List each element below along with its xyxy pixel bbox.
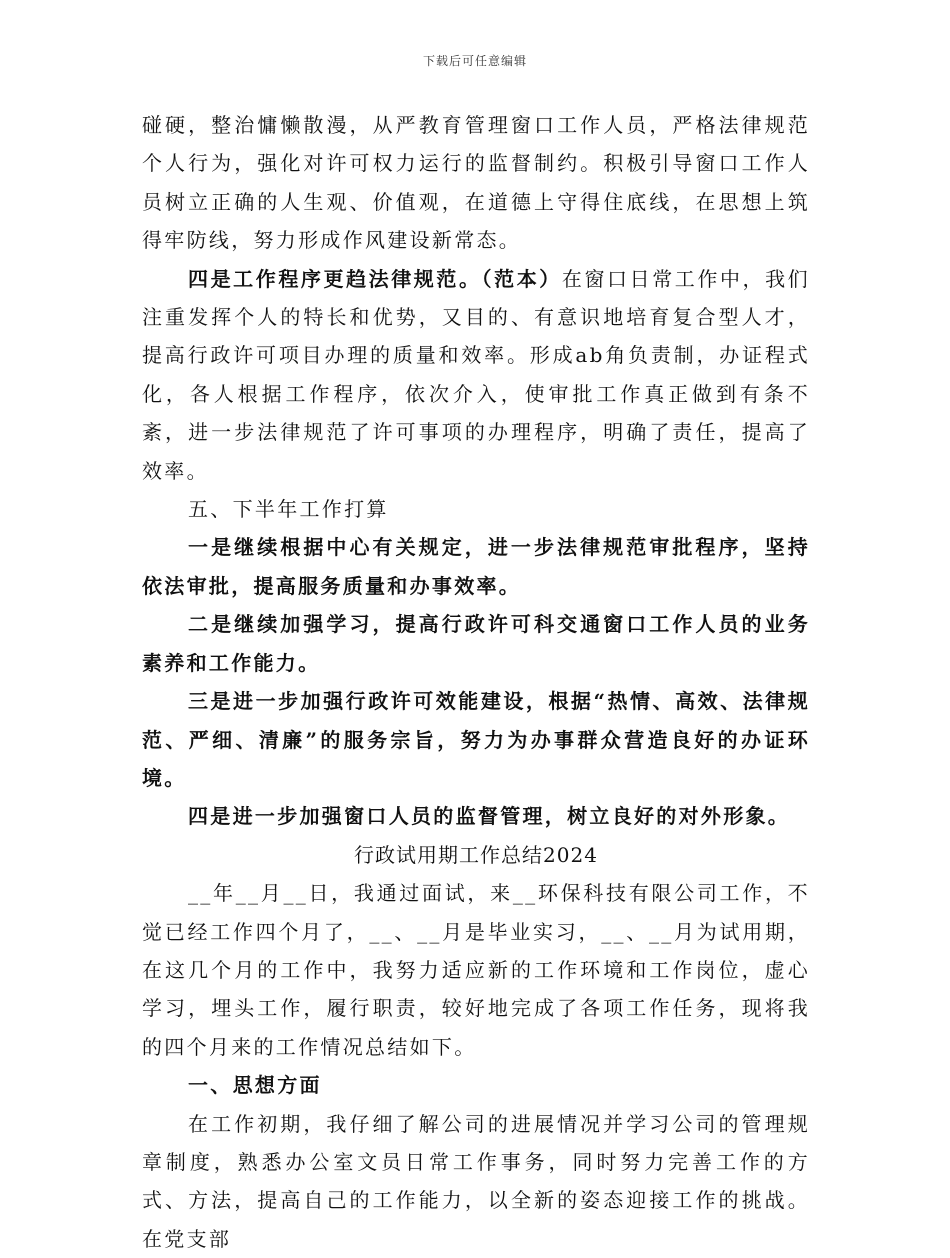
thought-paragraph: 在工作初期，我仔细了解公司的进展情况并学习公司的管理规章制度，熟悉办公室文员日常工作事务，同时努力完善工作的方式、方法，提高自己的工作能力，以全新的姿态迎接工作的挑战。在党支部 [142,1111,810,1251]
paragraph-2-bold-lead: 四是工作程序更趋法律规范。（范本） [188,266,562,291]
document-title: 行政试用期工作总结2024 [354,842,598,867]
paragraph-2-text: 在窗口日常工作中，我们注重发挥个人的特长和优势，又目的、有意识地培育复合型人才，提高行政许可项目办理的质量和效率。形成ab角负责制，办证程式化，各人根据工作程序，依次介入，使审批工作真正做到有条不紊，进一步法律规范了许可事项的办理程序，明确了责任，提高了效率。 [142,266,810,483]
paragraph-1: 碰硬，整治慵懒散漫，从严教育管理窗口工作人员，严格法律规范个人行为，强化对许可权力运行的监督制约。积极引导窗口工作人员树立正确的人生观、价值观，在道德上守得住底线，在思想上筑得牢防线，努力形成作风建设新常态。 [142,113,810,253]
document-body [142,106,810,1258]
plan-item-4: 四是进一步加强窗口人员的监督管理，树立良好的对外形象。 [188,804,791,829]
paragraph-2 [142,260,810,490]
plan-item-2: 二是继续加强学习，提高行政许可科交通窗口工作人员的业务素养和工作能力。 [142,612,810,675]
page-header: 下载后可任意编辑 [422,54,527,68]
plan-item-3: 三是进一步加强行政许可效能建设，根据“热情、高效、法律规范、严细、清廉”的服务宗旨，努力为办事群众营造良好的办证环境。 [142,689,810,790]
intro-paragraph: __年__月__日，我通过面试，来__环保科技有限公司工作，不觉已经工作四个月了，__、__月是毕业实习，__、__月为试用期，在这几个月的工作中，我努力适应新的工作环境和工作岗位，虚心学习，埋头工作，履行职责，较好地完成了各项工作任务，现将我的四个月来的工作情况总结如下。 [142,881,810,1059]
section-heading-thought: 一、思想方面 [188,1073,322,1098]
section-heading-5: 五、下半年工作打算 [188,497,389,522]
plan-item-1: 一是继续根据中心有关规定，进一步法律规范审批程序，坚持依法审批，提高服务质量和办事效率。 [142,535,810,598]
